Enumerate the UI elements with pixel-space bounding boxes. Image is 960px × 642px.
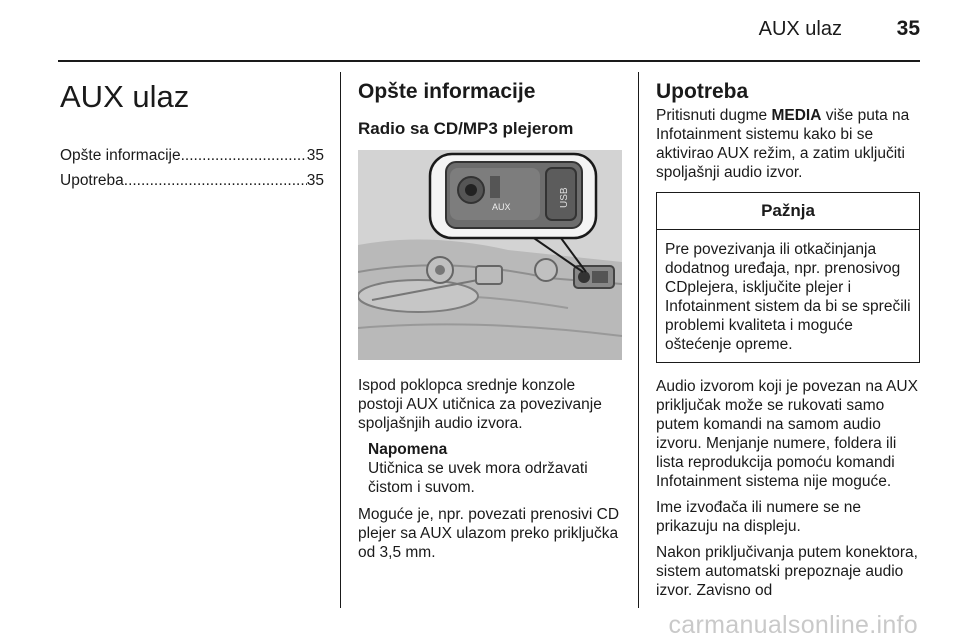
column-toc (60, 72, 324, 197)
toc-entry-label: Opšte informacije (60, 147, 181, 164)
note-text: Utičnica se uvek mora održavati čistom i suvom. (368, 460, 588, 496)
toc-leader (124, 172, 307, 190)
column-usage (656, 72, 920, 607)
chapter-title: AUX ulaz (60, 79, 190, 114)
toc-entry-label: Upotreba (60, 172, 124, 189)
paragraph: Audio izvorom koji je povezan na AUX priključak može se rukovati samo putem komandi na samom audio izvoru. Menjanje numere, foldera ili lista reprodukcija pomoću komandi Infotainment sistema nije moguće. (656, 378, 918, 490)
caution-title: Pažnja (657, 193, 919, 230)
column-general-info (358, 72, 622, 569)
toc-entry[interactable] (60, 172, 324, 197)
column-divider-1 (340, 72, 341, 608)
header-title: AUX ulaz (758, 18, 842, 40)
toc-entry-page: 35 (306, 172, 324, 189)
subsection-heading: Radio sa CD/MP3 plejerom (358, 119, 574, 138)
intro-text: Pritisnuti dugme (656, 107, 772, 124)
note-box (368, 440, 622, 497)
column-divider-2 (638, 72, 639, 608)
paragraph: Ispod poklopca srednje konzole postoji AUX utičnica za povezivanje spoljašnjih audio izvora. (358, 377, 602, 432)
aux-socket-illustration (358, 150, 622, 360)
toc-leader (181, 147, 307, 165)
note-title: Napomena (368, 441, 448, 458)
header-rule (58, 60, 920, 62)
media-button-label: MEDIA (771, 107, 822, 124)
aux-label-text: AUX (492, 202, 511, 212)
console-drawing (358, 150, 622, 360)
table-of-contents (60, 147, 324, 197)
paragraph: Nakon priključivanja putem konektora, sistem automatski prepoznaje audio izvor. Zavisno od (656, 544, 918, 599)
page-number: 35 (896, 17, 920, 40)
section-heading: Opšte informacije (358, 80, 536, 103)
usb-label-text: USB (559, 187, 570, 208)
intro-paragraph (656, 106, 920, 182)
toc-entry-page: 35 (306, 147, 324, 164)
caution-box (656, 192, 920, 363)
intro-text: više puta na Infotainment sistemu kako bi se aktivirao AUX režim, a zatim uključiti spoljašnji audio izvor. (656, 107, 910, 181)
caution-text: Pre povezivanja ili otkačinjanja dodatnog uređaja, npr. prenosivog CDplejera, isključite plejer i Infotainment sistem da bi se sprečili problemi kvaliteta i moguće oštećenje opreme. (665, 241, 911, 353)
paragraph: Moguće je, npr. povezati prenosivi CD plejer sa AUX ulazom preko priključka od 3,5 mm. (358, 506, 620, 561)
section-heading: Upotreba (656, 80, 749, 103)
paragraph: Ime izvođača ili numere se ne prikazuju na displeju. (656, 499, 862, 535)
watermark: carmanualsonline.info (668, 611, 918, 639)
toc-entry[interactable] (60, 147, 324, 172)
